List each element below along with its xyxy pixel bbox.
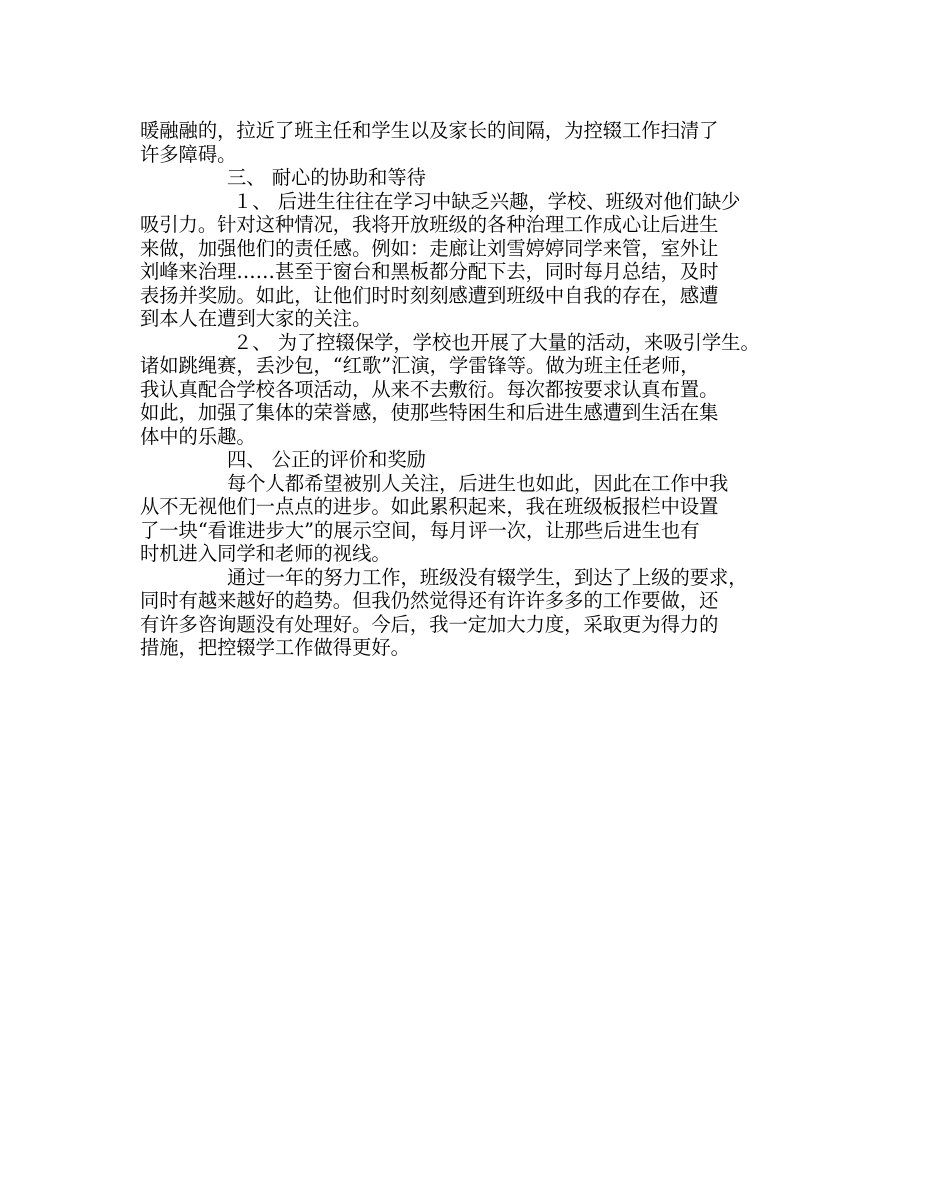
text-line: 有许多咨询题没有处理好。今后，我一定加大力度，采取更为得力的 bbox=[140, 612, 719, 636]
text-line: 诸如跳绳赛，丢沙包，“红歌”汇演，学雷锋等。做为班主任老师， bbox=[140, 354, 700, 377]
text-line: 通过一年的努力工作，班级没有辍学生，到达了上级的要求， bbox=[227, 565, 748, 589]
text-line: １、 后进生往往在学习中缺乏兴趣，学校、班级对他们缺少 bbox=[233, 189, 741, 213]
text-line: 暖融融的，拉近了班主任和学生以及家长的间隔，为控辍工作扫清了 bbox=[140, 119, 719, 142]
text-line: 每个人都希望被别人关注，后进生也如此，因此在工作中我 bbox=[227, 471, 729, 495]
text-line: 了一块“看谁进步大”的展示空间，每月评一次，让那些后进生也有 bbox=[140, 518, 700, 542]
text-line: 同时有越来越好的趋势。但我仍然觉得还有许许多多的工作要做，还 bbox=[140, 589, 719, 612]
text-line: 吸引力。针对这种情况，我将开放班级的各种治理工作成心让后进生 bbox=[140, 213, 719, 236]
text-line: 从不无视他们一点点的进步。如此累积起来，我在班级板报栏中设置 bbox=[140, 495, 719, 518]
section-heading: 三、 耐心的协助和等待 bbox=[227, 166, 426, 189]
text-line: 许多障碍。 bbox=[140, 142, 237, 166]
text-line: 刘峰来治理……甚至于窗台和黑板都分配下去，同时每月总结，及时 bbox=[140, 260, 719, 283]
text-line: 来做，加强他们的责任感。例如：走廊让刘雪婷婷同学来管，室外让 bbox=[140, 236, 719, 260]
text-line: 如此，加强了集体的荣誉感，使那些特困生和后进生感遭到生活在集 bbox=[140, 401, 719, 424]
text-line: 措施，把控辍学工作做得更好。 bbox=[140, 636, 410, 659]
document-body bbox=[140, 119, 820, 660]
text-line: 体中的乐趣。 bbox=[140, 424, 256, 448]
text-line: 时机进入同学和老师的视线。 bbox=[140, 542, 391, 565]
section-heading: 四、 公正的评价和奖励 bbox=[227, 448, 426, 471]
text-line: ２、 为了控辍保学，学校也开展了大量的活动，来吸引学生。 bbox=[233, 330, 760, 354]
text-line: 表扬并奖励。如此，让他们时时刻刻感遭到班级中自我的存在，感遭 bbox=[140, 283, 719, 307]
text-line: 我认真配合学校各项活动，从来不去敷衍。每次都按要求认真布置。 bbox=[140, 377, 719, 401]
text-line: 到本人在遭到大家的关注。 bbox=[140, 307, 372, 330]
